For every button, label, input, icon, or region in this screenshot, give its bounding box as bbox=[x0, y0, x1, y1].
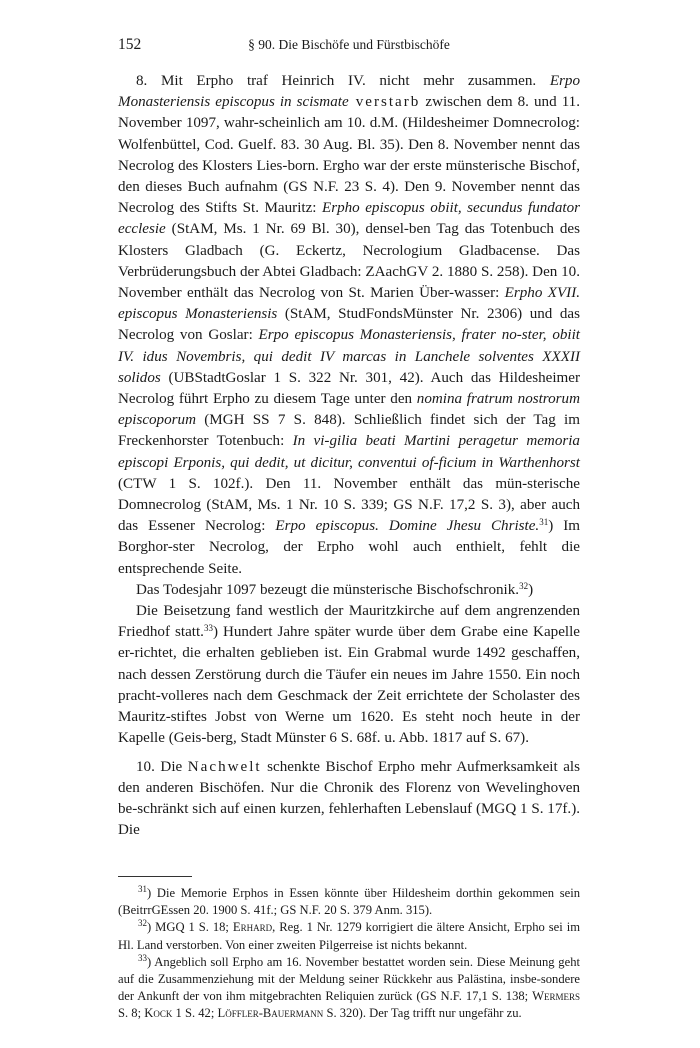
text-run: (StAM, StudFondsMünster Nr. 2306) und das Necrolog von Goslar: bbox=[118, 306, 580, 344]
text-run: (UBStadtGoslar 1 S. 322 Nr. 301, 42). Auch das Hildesheimer Necrolog führt Erpho zu diesem Tage unter den bbox=[118, 369, 580, 408]
spaced-word: Nachwelt bbox=[187, 758, 262, 775]
footnote-number: 33 bbox=[138, 952, 147, 963]
footnote-ref-32[interactable]: 32 bbox=[519, 580, 529, 591]
text-run: (MGH SS 7 S. 848). Schließlich findet sich der Tag im Freckenhorster Totenbuch: bbox=[118, 412, 580, 450]
footnote-text: ) Die Memorie Erphos in Essen könnte über Hildesheim dorthin gekommen sein (BeitrrGEssen 20. 1900 S. 41f.; GS N.F. 20 S. 379 Anm. 315). bbox=[118, 886, 580, 918]
footnote-divider bbox=[118, 876, 192, 877]
footnote-ref-31[interactable]: 31 bbox=[539, 517, 549, 528]
footnote-number: 31 bbox=[138, 884, 147, 894]
text-run: Die Beisetzung fand westlich der Mauritzkirche auf dem angrenzenden Friedhof statt. bbox=[118, 603, 580, 641]
text-run: 10. Die bbox=[136, 758, 188, 775]
paragraph-8 bbox=[118, 71, 580, 580]
latin-quote: nomina fratrum nostrorum episcoporum bbox=[118, 391, 580, 429]
page-number: 152 bbox=[118, 36, 142, 53]
footnotes bbox=[118, 885, 580, 1023]
text-run: (CTW 1 S. 102f.). Den 11. November enthält das mün-sterische Domnecrolog (StAM, Ms. 1 Nr. 10 S. 339; GS N.F. 17,2 S. 3), aber auch das Essener Necrolog: bbox=[118, 475, 580, 535]
text-run: schenkte Bischof Erpho mehr Aufmerksamkeit als den anderen Bischöfen. Nur die Chronik des Florenz von Wevelinghoven be-schränkt sich auf einen kurzen, fehlerhaften Lebenslauf (MGQ 1 S. 17f.). Die bbox=[118, 758, 580, 839]
spaced-word: verstarb bbox=[348, 94, 421, 111]
footnote-32 bbox=[118, 919, 580, 953]
page-header bbox=[118, 36, 580, 58]
latin-quote: In vi-gilia beati Martini peragetur memoria episcopi Erponis, qui dedit, ut dicitur, conventui of-ficium in Warthenhorst bbox=[118, 433, 580, 471]
main-text bbox=[118, 71, 580, 841]
text-run: 8. Mit Erpho traf Heinrich IV. nicht mehr zusammen. bbox=[136, 73, 550, 89]
footnote-text: S. 8; bbox=[118, 1006, 145, 1021]
footnote-33 bbox=[118, 954, 580, 1023]
text-run: ) Im Borghor-ster Necrolog, der Erpho wohl auch enthielt, fehlt die entsprechende Seite. bbox=[118, 518, 581, 577]
paragraph-10 bbox=[118, 757, 580, 842]
footnote-31 bbox=[118, 885, 580, 919]
latin-quote: Erpho episcopus obiit, secundus fundator ecclesie bbox=[118, 200, 580, 238]
footnote-text: , Reg. 1 Nr. 1279 korrigiert die ältere Ansicht, Erpho sei im Hl. Land verstorben. Von einer zweiten Pilgerreise ist nichts bekannt. bbox=[118, 920, 580, 952]
latin-quote: Erpho XVII. episcopus Monasteriensis bbox=[118, 285, 580, 323]
author-name: Löffler-Bauermann bbox=[217, 1006, 324, 1021]
text-run: (StAM, Ms. 1 Nr. 69 Bl. 30), densel-ben Tag das Totenbuch des Klosters Gladbach (G. Eckertz, Necrologium Gladbacense. Das Verbrüderungsbuch der Abtei Gladbach: ZAachGV 2. 1880 S. 258). Den 10. November enthält das Necrolog von St. Marien Über-wasser: bbox=[118, 221, 580, 302]
footnote-text: 1 S. 42; bbox=[172, 1006, 218, 1021]
text-run: Das Todesjahr 1097 bezeugt die münsterische Bischofschronik. bbox=[136, 581, 520, 598]
author-name: Kock bbox=[144, 1006, 173, 1021]
text-run: ) bbox=[528, 581, 534, 598]
running-head: § 90. Die Bischöfe und Fürstbischöfe bbox=[248, 37, 450, 52]
footnote-text: ) Angeblich soll Erpho am 16. November bestattet worden sein. Diese Meinung geht auf die Zusammenziehung mit der Meldung seiner Rückkehr aus Palästina, insbe-sondere der Ankunft der von ihm mitgebrachten Reliquien zurück (GS N.F. 17,1 S. 138; bbox=[118, 954, 580, 1004]
author-name: Wermers bbox=[532, 989, 580, 1004]
text-run: ) Hundert Jahre später wurde über dem Grabe eine Kapelle er-richtet, die erhalten geblieben ist. Ein Grabmal wurde 1492 geschaffen, nach dessen Zerstörung durch die Täufer ein neues im Jahre 1550. Ein noch pracht-volleres nach dem Geschmack der Zeit errichtete der Scholaster des Mauritz-stiftes Jobst von Werne um 1620. Es steht noch heute in der Kapelle (Geis-berg, Stadt Münster 6 S. 68f. u. Abb. 1817 auf S. 67). bbox=[118, 624, 580, 747]
footnote-text: ) MGQ 1 S. 18; bbox=[147, 920, 233, 935]
paragraph-9a bbox=[118, 580, 580, 601]
footnote-text: S. 320). Der Tag trifft nur ungefähr zu. bbox=[323, 1006, 522, 1021]
latin-quote: Erpo episcopus Monasteriensis, frater no-ster, obiit IV. idus Novembris, qui dedit IV marcas in Lanchele solventes XXXII solidos bbox=[118, 327, 580, 386]
text-run: zwischen dem 8. und 11. November 1097, wahr-scheinlich am 10. d.M. (Hildesheimer Domnecrolog: Wolfenbüttel, Cod. Guelf. 83. 30 Aug. Bl. 35). Den 8. November nennt das Necrolog des Klosters Lies-born. Ergho war der erste münsterische Bischof, den dieses Buch aufnahm (GS N.F. 23 S. 4). Den 9. November nennt das Necrolog des Stifts St. Mauritz: bbox=[118, 94, 581, 217]
footnote-ref-33[interactable]: 33 bbox=[203, 623, 213, 634]
paragraph-9b bbox=[118, 601, 580, 749]
latin-quote: Erpo episcopus. Domine Jhesu Christe. bbox=[275, 518, 540, 535]
footnote-number: 32 bbox=[138, 918, 147, 929]
author-name: Erhard bbox=[232, 920, 273, 935]
latin-quote: Erpo Monasteriensis episcopus in scismate bbox=[118, 73, 580, 111]
